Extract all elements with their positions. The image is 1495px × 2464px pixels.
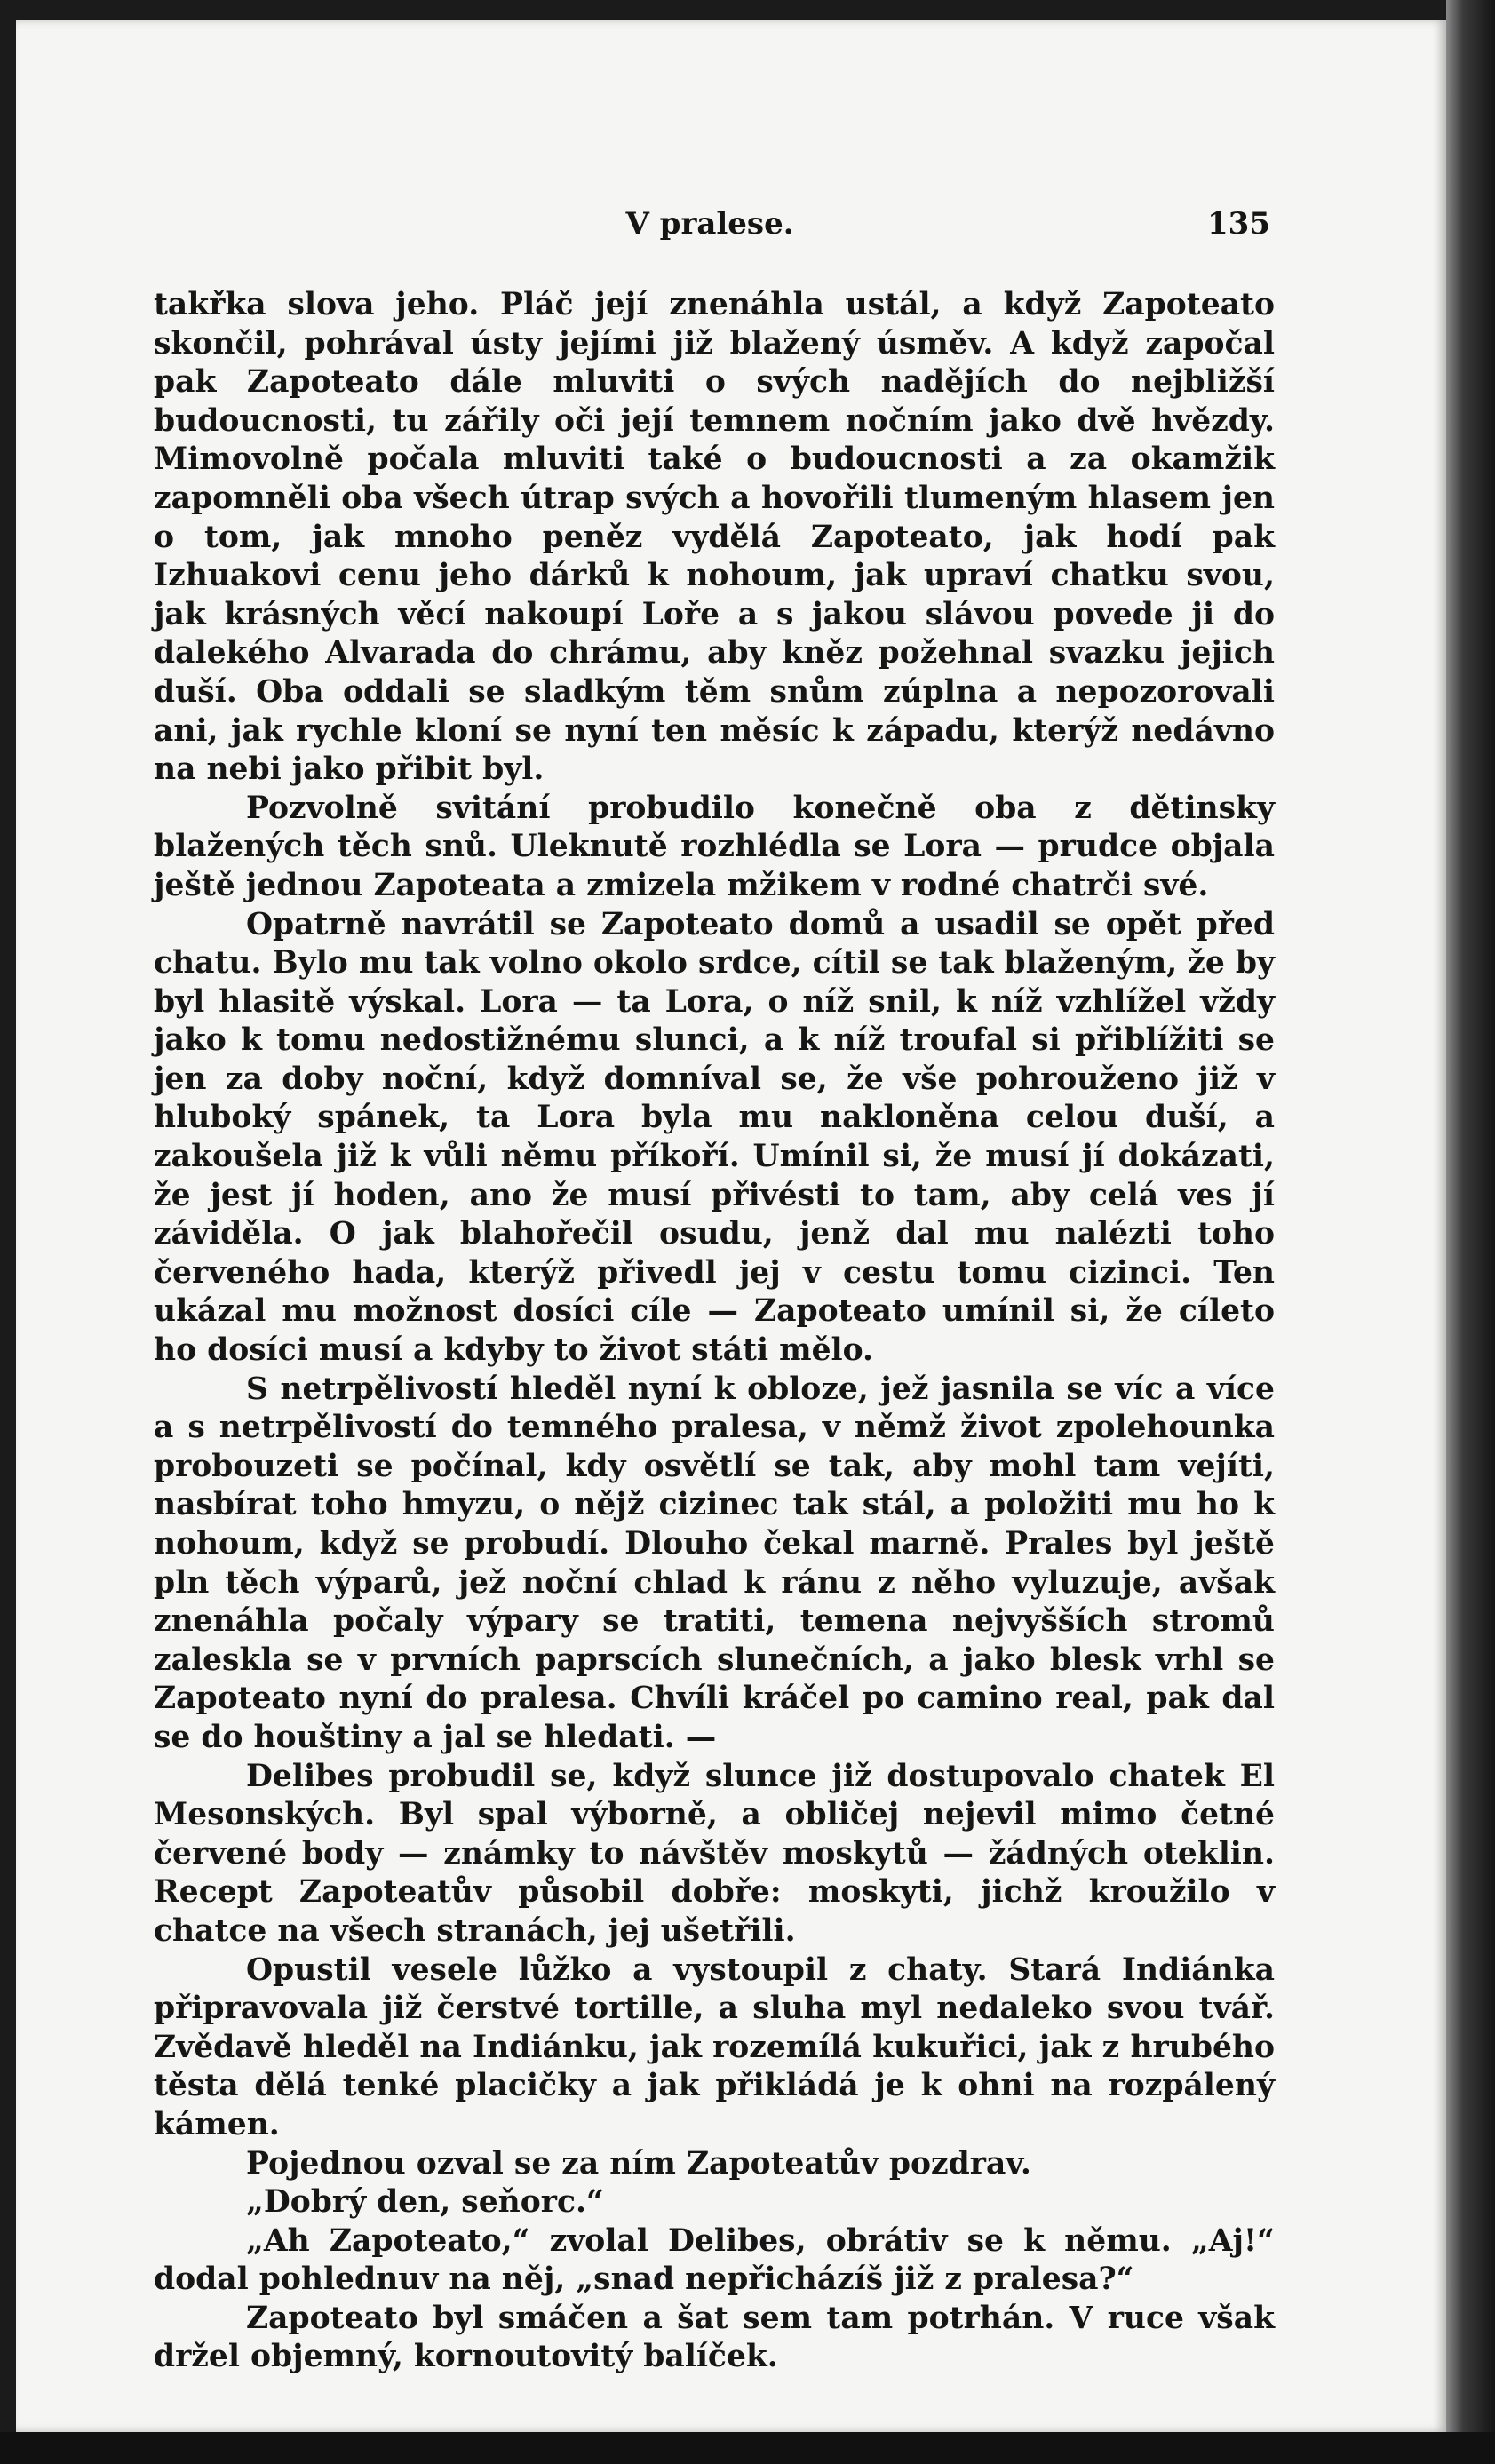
body-text: [154, 286, 1275, 2377]
paragraph: Opustil vesele lůžko a vystoupil z chaty. Stará Indiánka připravovala již čerstvé tortille, a sluha myl nedaleko svou tvář. Zvědavě hleděl na Indiánku, jak rozemílá kukuřici, jak z hrubého těsta dělá tenké placičky a jak přikládá je k ohni na rozpálený kámen.: [154, 1951, 1275, 2142]
page-number: 135: [1207, 206, 1270, 242]
page-header: [149, 206, 1270, 250]
scan-border: [0, 2432, 1495, 2464]
paragraph: „Ah Zapoteato,“ zvolal Delibes, obrátiv se k němu. „Aj!“ dodal pohlednuv na něj, „snad nepřicházíš již z pralesa?“: [154, 2222, 1275, 2298]
paragraph: Opatrně navrátil se Zapoteato domů a usadil se opět před chatu. Bylo mu tak volno okolo srdce, cítil se tak blaženým, že by byl hlasitě výskal. Lora — ta Lora, o níž snil, k níž vzhlížel vždy jako k tomu nedostižnému slunci, a k níž troufal si přiblížiti se jen za doby noční, když domníval se, že vše pohrouženo již v hluboký spánek, ta Lora byla mu nakloněna celou duší, a zakoušela již k vůli němu příkoří. Umínil si, že musí jí dokázati, že jest jí hoden, ano že musí přivésti to tam, aby celá ves jí záviděla. O jak blahořečil osudu, jenž dal mu nalézti toho červeného hada, kterýž přivedl jej v cestu tomu cizinci. Ten ukázal mu možnost dosíci cíle — Zapoteato umínil si, že cíleto ho dosíci musí a kdyby to život státi mělo.: [154, 906, 1276, 1369]
paragraph: Zapoteato byl smáčen a šat sem tam potrhán. V ruce však držel objemný, kornoutovitý balíček.: [154, 2300, 1275, 2375]
paragraph: Pozvolně svitání probudilo konečně oba z dětinsky blažených těch snů. Uleknutě rozhlédla se Lora — prudce objala ještě jednou Zapoteata a zmizela mžikem v rodné chatrči své.: [154, 790, 1275, 903]
running-title: V pralese.: [625, 206, 794, 242]
book-page: [16, 20, 1446, 2432]
paragraph: Pojednou ozval se za ním Zapoteatův pozdrav.: [246, 2145, 1031, 2182]
paragraph: „Dobrý den, seňorc.“: [246, 2184, 604, 2221]
paragraph: S netrpělivostí hleděl nyní k obloze, jež jasnila se víc a více a s netrpělivostí do temného pralesa, v němž život zpolehounka probouzeti se počínal, kdy osvětlí se tak, aby mohl tam vejíti, nasbírat toho hmyzu, o nějž cizinec tak stál, a položiti mu ho k nohoum, když se probudí. Dlouho čekal marně. Prales byl ještě pln těch výparů, jež noční chlad k ránu z něho vyluzuje, avšak znenáhla počaly výpary se tratiti, temena nejvyšších stromů zaleskla se v prvních paprscích slunečních, a jako blesk vrhl se Zapoteato nyní do pralesa. Chvíli kráčel po camino real, pak dal se do houštiny a jal se hledati. —: [154, 1371, 1275, 1755]
paragraph: Delibes probudil se, když slunce již dostupovalo chatek El Mesonských. Byl spal výborně, a obličej nejevil mimo četné červené body — známky to návštěv moskytů — žádných oteklin. Recept Zapoteatův působil dobře: moskyti, jichž kroužilo v chatce na všech stranách, jej ušetřili.: [154, 1758, 1275, 1949]
page-edge-shadow: [1446, 0, 1495, 2464]
paragraph: takřka slova jeho. Pláč její znenáhla ustál, a když Zapoteato skončil, pohrával ústy jejími již blažený úsměv. A když započal pak Zapoteato dále mluviti o svých nadějích do nejbližší budoucnosti, tu zářily oči její temnem nočním jako dvě hvězdy. Mimovolně počala mluviti také o budoucnosti a za okamžik zapomněli oba všech útrap svých a hovořili tlumeným hlasem jen o tom, jak mnoho peněz vydělá Zapoteato, jak hodí pak Izhuakovi cenu jeho dárků k nohoum, jak upraví chatku svou, jak krásných věcí nakoupí Loře a s jakou slávou povede ji do dalekého Alvarada do chrámu, aby kněz požehnal svazku jejich duší. Oba oddali se sladkým těm snům zúplna a nepozorovali ani, jak rychle kloní se nyní ten měsíc k západu, kterýž nedávno na nebi jako přibit byl.: [154, 287, 1275, 788]
